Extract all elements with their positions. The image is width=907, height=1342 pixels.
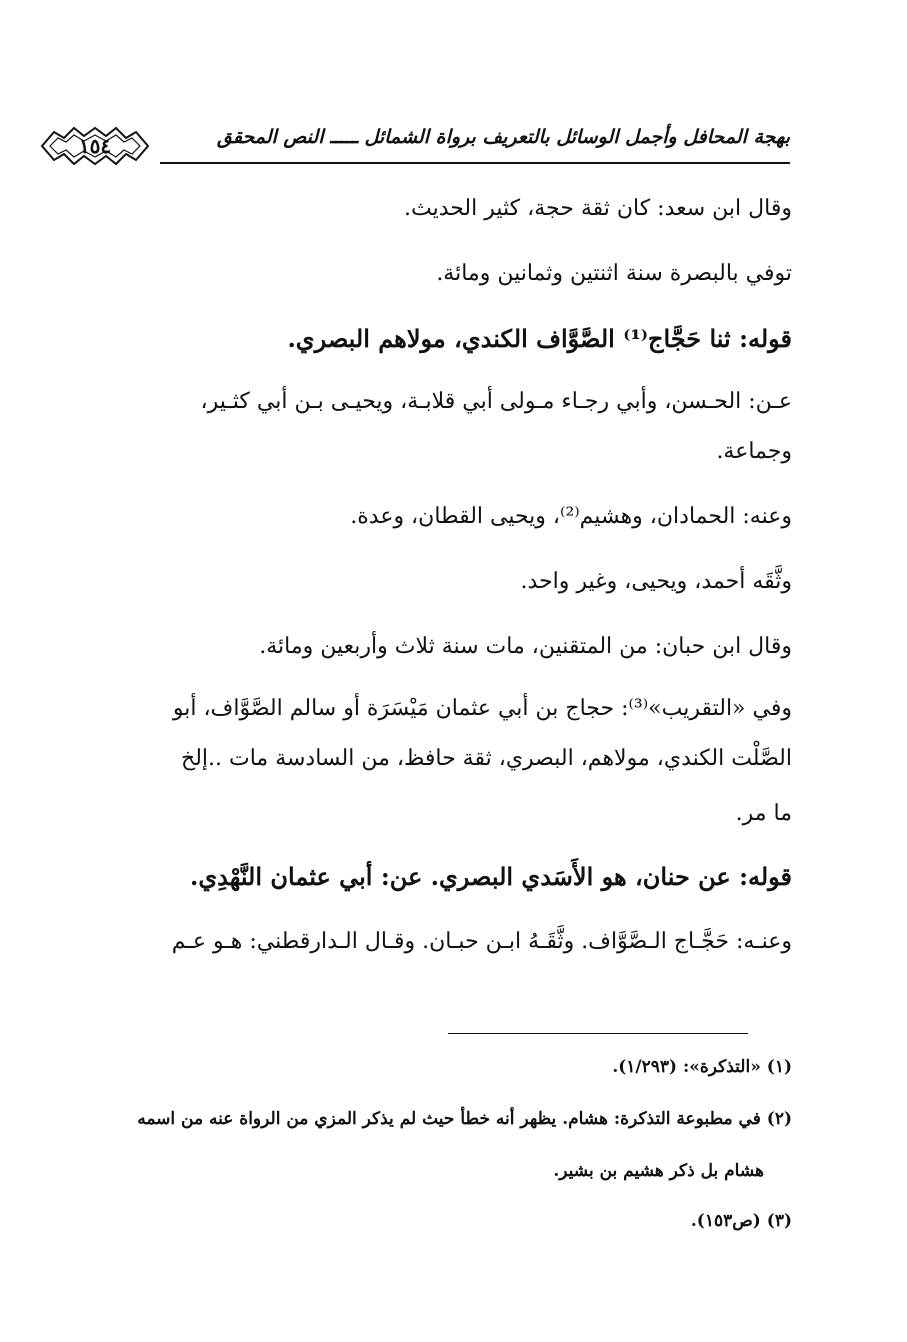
paragraph: وقال ابن حبان: من المتقنين، مات سنة ثلاث وأربعين ومائة. [259, 634, 792, 659]
paragraph: وثَّقَه أحمد، ويحيى، وغير واحد. [520, 569, 792, 594]
main-text [70, 180, 792, 980]
paragraph: عـن: الحـسن، وأبي رجـاء مـولى أبي قلابـة، ويحيـى بـن أبي كثـير، [200, 389, 792, 414]
paragraph: توفي بالبصرة سنة اثنتين وثمانين ومائة. [436, 261, 792, 286]
header-title: بهجة المحافل وأجمل الوسائل بالتعريف برواة الشمائل ـــــ النص المحقق [217, 126, 790, 148]
paragraph: وجماعة. [716, 439, 792, 464]
footnote: (١) «التذكرة»: (١/٢٩٣). [612, 1057, 792, 1077]
paragraph: وقال ابن سعد: كان ثقة حجة، كثير الحديث. [403, 196, 792, 221]
paragraph: ما مر. [735, 801, 792, 826]
heading-paragraph: قوله: ثنا حَجَّاج⁽¹⁾ الصَّوَّاف الكندي، مولاهم البصري. [287, 324, 792, 353]
footnotes [65, 1050, 792, 1250]
running-header [40, 118, 790, 176]
header-rule [160, 162, 790, 164]
page-number-badge [40, 124, 150, 168]
footnote-separator [448, 1033, 748, 1034]
paragraph: وعنه: الحمادان، وهشيم⁽²⁾، ويحيى القطان، وعدة. [350, 504, 792, 529]
heading-paragraph: قوله: عن حنان، هو الأَسَدي البصري. عن: أبي عثمان النَّهْدِي. [190, 862, 792, 891]
page-number: ١٥٤ [78, 134, 112, 158]
footnote-continuation: هشام بل ذكر هشيم بن بشير. [553, 1161, 764, 1181]
footnote: (٢) في مطبوعة التذكرة: هشام. يظهر أنه خطأ حيث لم يذكر المزي من الرواة عنه من اسمه [137, 1109, 792, 1129]
footnote: (٣) (ص١٥٣). [690, 1211, 792, 1231]
paragraph: الصَّلْت الكندي، مولاهم، البصري، ثقة حافظ، من السادسة مات ..إلخ [181, 746, 792, 771]
paragraph: وعنـه: حَجَّـاج الـصَّوَّاف. وثَّقَـهُ ابـن حبـان. وقـال الـدارقطني: هـو عـم [171, 929, 792, 954]
paragraph: وفي «التقريب»⁽³⁾: حجاج بن أبي عثمان مَيْسَرَة أو سالم الصَّوَّاف، أبو [172, 696, 792, 721]
